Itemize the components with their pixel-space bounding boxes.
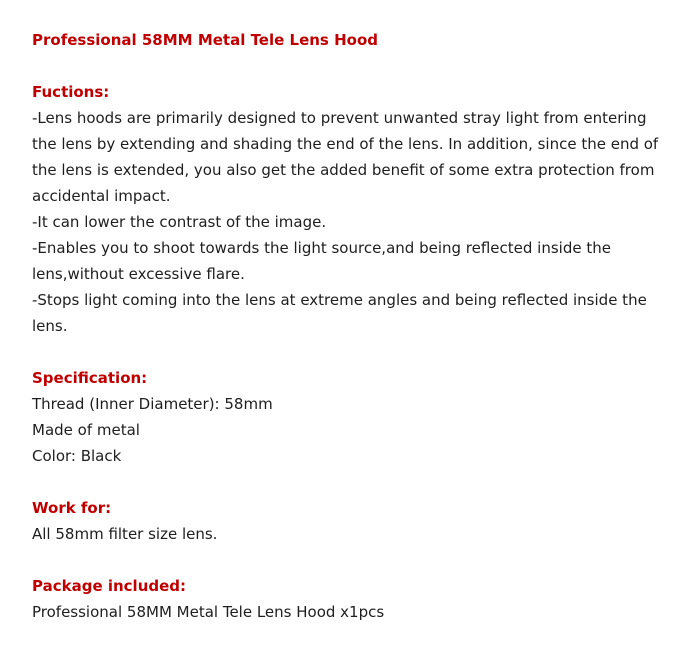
specification-color: Color: Black	[32, 447, 122, 465]
specification-heading: Specification:	[32, 369, 148, 387]
functions-heading: Fuctions:	[32, 83, 110, 101]
specification-section	[32, 365, 662, 469]
package-section	[32, 573, 662, 625]
package-line: Professional 58MM Metal Tele Lens Hood x1pcs	[32, 603, 385, 621]
work-for-heading: Work for:	[32, 499, 112, 517]
specification-material: Made of metal	[32, 421, 140, 439]
work-for-line: All 58mm filter size lens.	[32, 525, 218, 543]
package-heading: Package included:	[32, 577, 187, 595]
work-for-section	[32, 495, 662, 547]
functions-line: -Enables you to shoot towards the light source,and being reflected inside the lens,without excessive flare.	[32, 239, 611, 283]
functions-line: -It can lower the contrast of the image.	[32, 213, 327, 231]
specification-thread: Thread (Inner Diameter): 58mm	[32, 395, 273, 413]
functions-line: -Lens hoods are primarily designed to prevent unwanted stray light from entering the lens by extending and shading the end of the lens. In addition, since the end of the lens is extended, you also get the added benefit of some extra protection from accidental impact.	[32, 109, 659, 205]
functions-section	[32, 79, 662, 339]
functions-line: -Stops light coming into the lens at extreme angles and being reflected inside the lens.	[32, 291, 647, 335]
product-description	[32, 27, 662, 651]
page-title: Professional 58MM Metal Tele Lens Hood	[32, 31, 378, 49]
